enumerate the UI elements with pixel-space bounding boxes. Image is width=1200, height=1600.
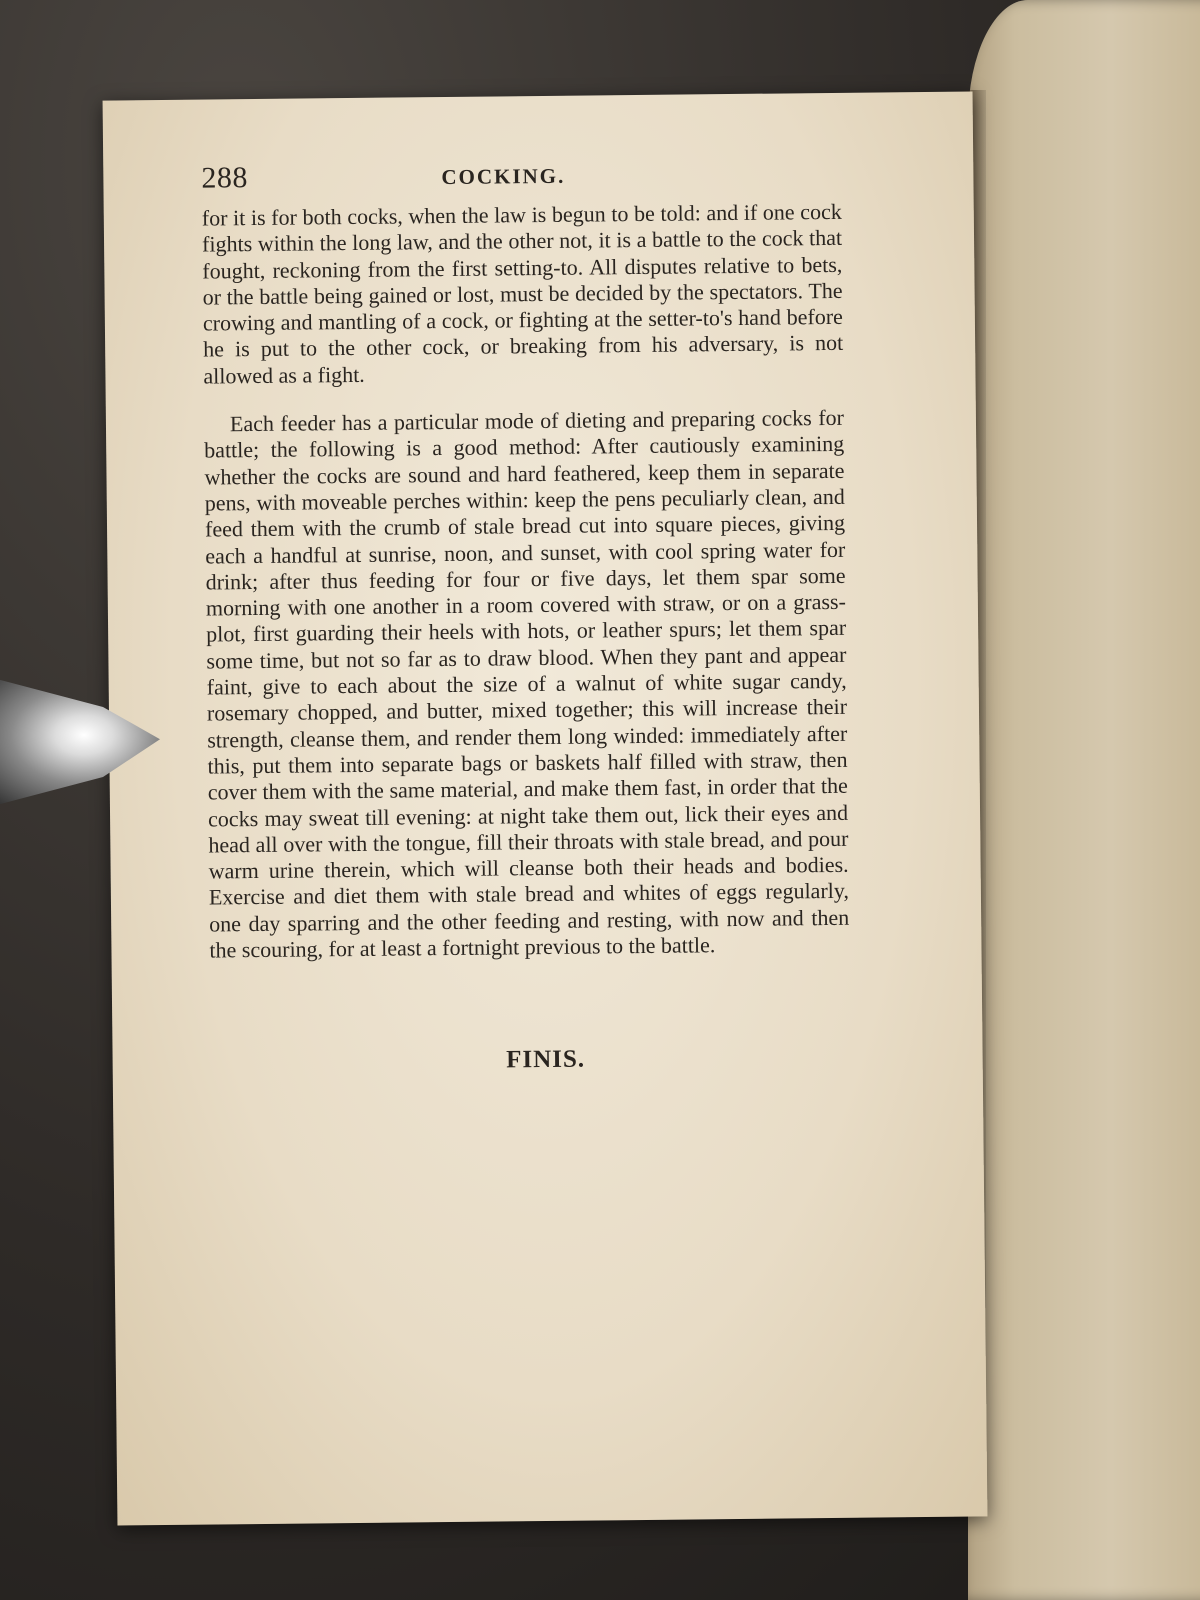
page-number: 288 [201,161,249,195]
paragraph-2: Each feeder has a particular mode of dieting and preparing cocks for battle; the following is a good method: After cautiously examining whether the cocks are sound and hard feathered, keep them in separate pens, with moveable perches within: keep the pens peculiarly clean, and feed them with the crumb of stale bread cut into square pieces, giving each a handful at sunrise, noon, and sunset, with cool spring water for drink; after thus feeding for four or five days, let them spar some morning with one another in a room covered with straw, or on a grass-plot, first guarding their heels with hots, or leather spurs; let them spar some time, but not so far as to draw blood. When they pant and appear faint, give to each about the size of a walnut of white sugar candy, rosemary chopped, and butter, mixed together; this will increase their strength, cleanse them, and render them long winded: immediately after this, put them into separate bags or baskets half filled with straw, then cover them with the same material, and make them fast, in order that the cocks may sweat till evening: at night take them out, lick their eyes and head all over with the tongue, fill their throats with stale bread, and pour warm urine therein, which will cleanse both their heads and bodies. Exercise and diet them with stale bread and whites of eggs regularly, one day sparring and the other feeding and resting, with now and then the scouring, for at least a fortnight previous to the battle. [204,404,850,963]
running-title: COCKING. [441,163,566,190]
paragraph-1: for it is for both cocks, when the law is begun to be told: and if one cock fights within the long law, and the other not, it is a battle to the cock that fought, reckoning from the first setting-to. All disputes relative to bets, or the battle being gained or lost, must be decided by the spectators. The crowing and mantling of a cock, or fighting at the setter-to's hand before he is put to the other cock, or breaking from his adversary, is not allowed as a fight. [201,198,844,389]
book-page [103,91,988,1525]
page-content [201,155,851,1078]
body-text [202,199,850,964]
finis-heading: FINIS. [506,1045,586,1074]
facing-page [968,0,1200,1600]
running-head [201,155,841,202]
